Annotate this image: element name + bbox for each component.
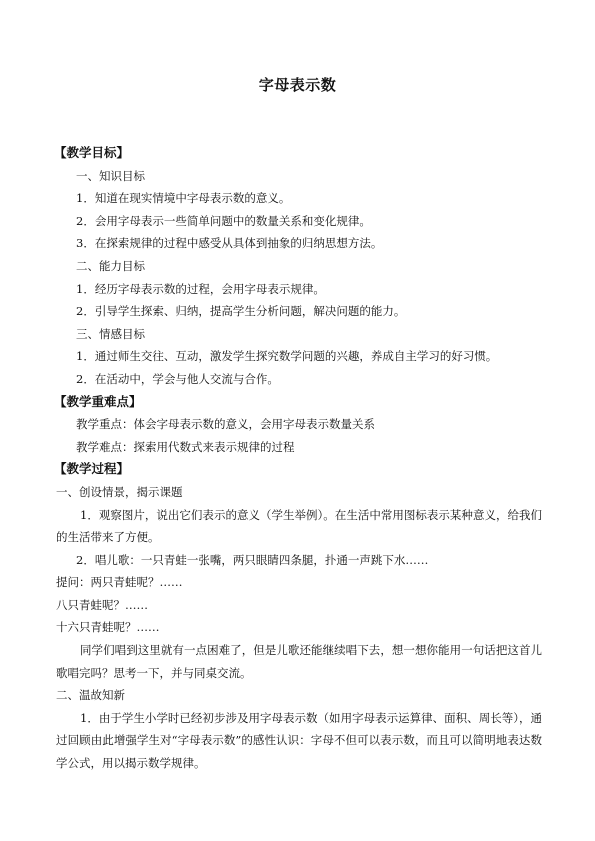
process-part1-question: 十六只青蛙呢？…… <box>56 620 160 635</box>
process-part1-question: 提问：两只青蛙呢？…… <box>56 575 183 590</box>
emotion-goal-item: 1．通过师生交往、互动，激发学生探究数学问题的兴趣，养成自主学习的好习惯。 <box>76 349 498 364</box>
emotion-goal-item: 2．在活动中，学会与他人交流与合作。 <box>76 371 279 386</box>
emotion-goals-label: 三、情感目标 <box>76 326 145 341</box>
process-part2-paragraph: 1．由于学生小学时已经初步涉及用字母表示数（如用字母表示运算律、面积、周长等），通过回顾由此增强学生对“字母表示数”的感性认识：字母不但可以表示数，而且可以简明地表达数学公式，用以揭示数学规律。 <box>56 710 542 771</box>
ability-goal-item: 2．引导学生探索、归纳，提高学生分析问题，解决问题的能力。 <box>76 304 406 319</box>
teaching-focus: 教学重点：体会字母表示数的意义，会用字母表示数量关系 <box>76 417 375 432</box>
process-part1-song: 2．唱儿歌：一只青蛙一张嘴，两只眼睛四条腿，扑通一声跳下水…… <box>76 552 429 567</box>
knowledge-goal-item: 2．会用字母表示一些简单问题中的数量关系和变化规律。 <box>76 213 371 228</box>
teaching-process-heading: 【教学过程】 <box>54 461 130 477</box>
teaching-goals-heading: 【教学目标】 <box>54 145 130 160</box>
knowledge-goals-label: 一、知识目标 <box>76 168 145 183</box>
process-part1-label: 一、创设情景，揭示课题 <box>56 484 183 499</box>
knowledge-goal-item: 1．知道在现实情境中字母表示数的意义。 <box>76 191 291 206</box>
ability-goal-item: 1．经历字母表示数的过程，会用字母表示规律。 <box>76 281 325 296</box>
process-part1-paragraph: 1．观察图片，说出它们表示的意义（学生举例）。在生活中常用图标表示某种意义，给我们的生活带来了方便。 <box>56 507 542 545</box>
knowledge-goal-item: 3．在探索规律的过程中感受从具体到抽象的归纳思想方法。 <box>76 236 383 251</box>
key-points-heading: 【教学重难点】 <box>54 393 142 409</box>
process-part1-question: 八只青蛙呢？…… <box>56 597 148 612</box>
document-title: 字母表示数 <box>258 76 337 94</box>
document-body <box>56 142 542 775</box>
ability-goals-label: 二、能力目标 <box>76 258 145 273</box>
process-part2-label: 二、温故知新 <box>56 688 125 703</box>
teaching-difficulty: 教学难点：探索用代数式来表示规律的过程 <box>76 439 295 454</box>
process-part1-paragraph: 同学们唱到这里就有一点困难了，但是儿歌还能继续唱下去，想一想你能用一句话把这首儿歌唱完吗？思考一下，并与同桌交流。 <box>56 643 542 680</box>
